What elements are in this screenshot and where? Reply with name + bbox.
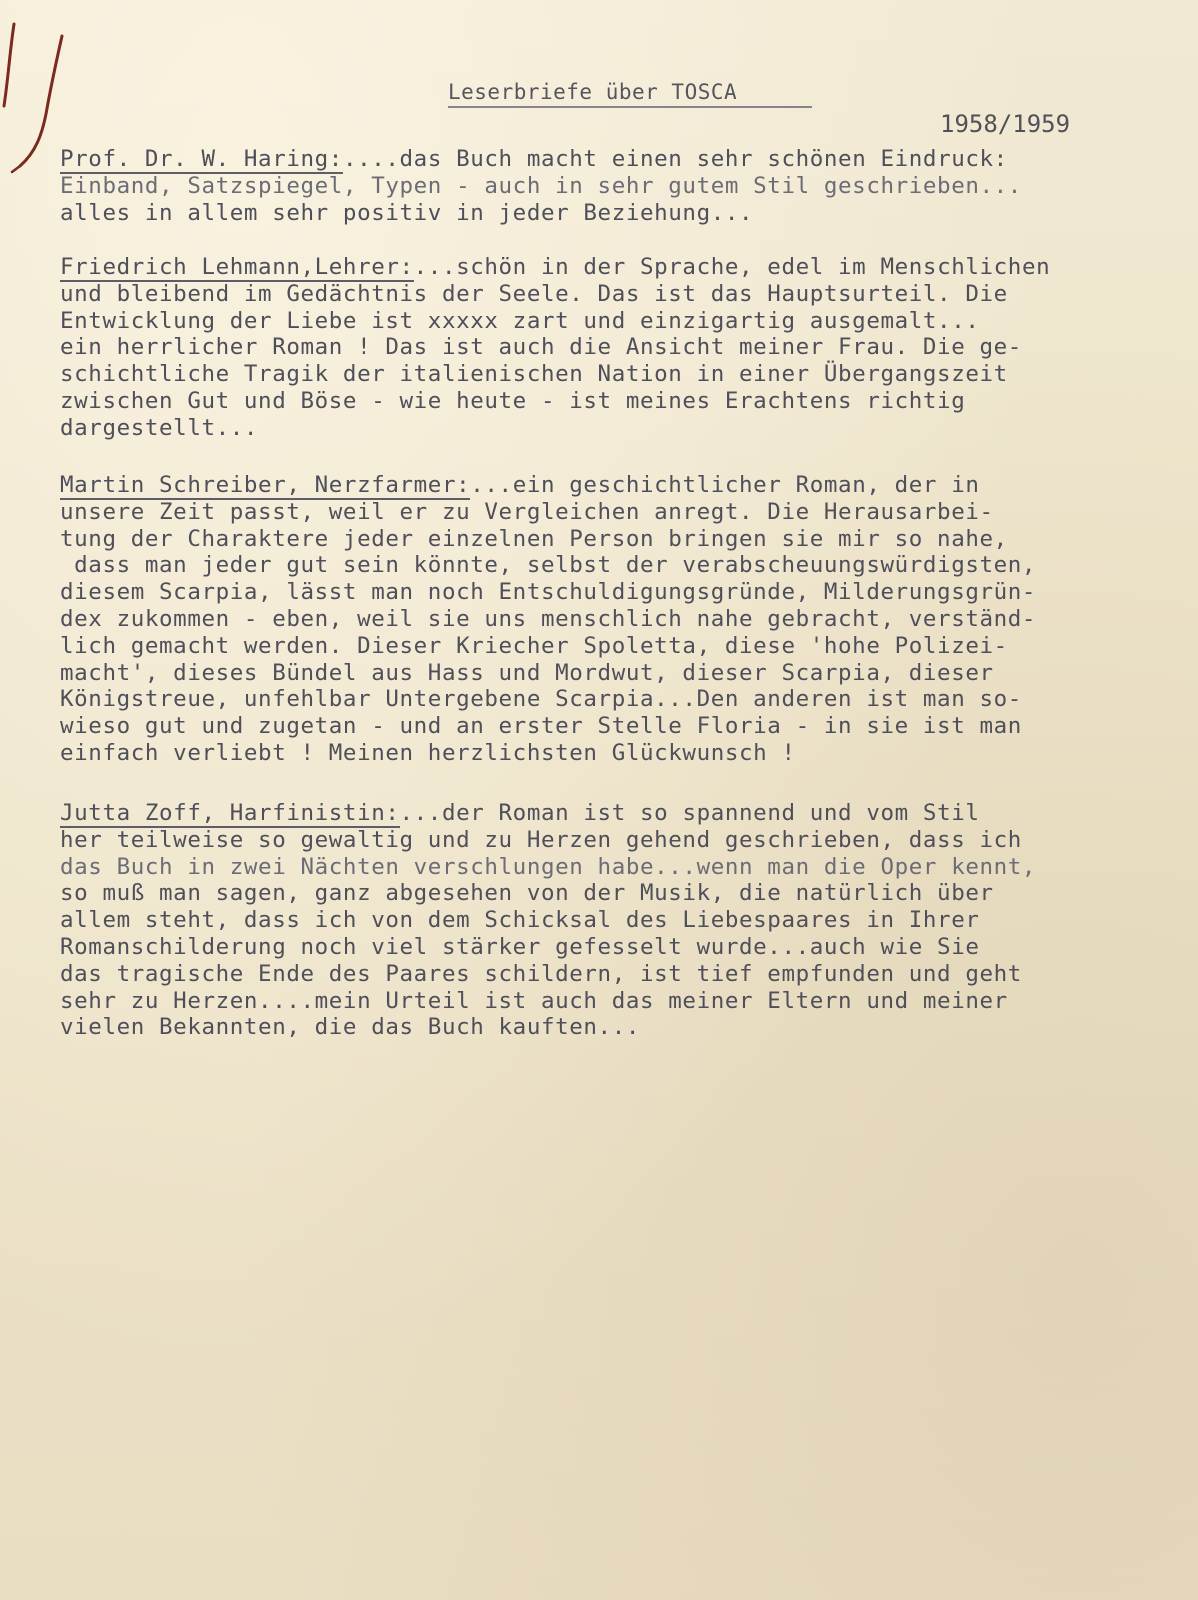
letter-line: vielen Bekannten, die das Buch kauften... — [60, 1014, 640, 1041]
letter-haring — [60, 146, 1170, 226]
letter-line: das Buch in zwei Nächten verschlungen habe...wenn man die Oper kennt, — [60, 853, 1037, 880]
letter-author: Martin Schreiber, Nerzfarmer: — [60, 472, 471, 498]
letter-line: allem steht, dass ich von dem Schicksal des Liebespaares in Ihrer — [60, 907, 980, 934]
letter-line: Entwicklung der Liebe ist xxxxx zart und einzigartig ausgemalt... — [60, 307, 980, 334]
letter-line: und bleibend im Gedächtnis der Seele. Das ist das Hauptsurteil. Die — [60, 280, 1008, 307]
letter-line: ein herrlicher Roman ! Das ist auch die Ansicht meiner Frau. Die ge- — [60, 334, 1022, 361]
letter-line: Romanschilderung noch viel stärker gefesselt wurde...auch wie Sie — [60, 933, 980, 960]
letter-line: einfach verliebt ! Meinen herzlichsten Glückwunsch ! — [60, 739, 796, 766]
letter-author: Friedrich Lehmann,Lehrer: — [60, 254, 414, 280]
letter-lehmann — [60, 254, 1170, 442]
letter-schreiber — [60, 472, 1170, 767]
letter-line: tung der Charaktere jeder einzelnen Person bringen sie mir so nahe, — [60, 525, 1008, 552]
letter-line: dargestellt... — [60, 414, 259, 441]
document-title: Leserbriefe über TOSCA — [448, 80, 738, 104]
letter-first-line — [60, 472, 1170, 499]
letter-text: ...ein geschichtlicher Roman, der in — [470, 472, 980, 498]
letter-first-line — [60, 800, 1170, 827]
letter-line: dass man jeder gut sein könnte, selbst der verabscheuungswürdigsten, — [60, 552, 1037, 579]
letter-line: wieso gut und zugetan - und an erster Stelle Floria - in sie ist man — [60, 713, 1022, 740]
letter-line: diesem Scarpia, lässt man noch Entschuldigungsgründe, Milderungsgrün- — [60, 579, 1037, 606]
letter-first-line — [60, 146, 1170, 173]
letter-line: Königstreue, unfehlbar Untergebene Scarpia...Den anderen ist man so- — [60, 686, 1022, 713]
letter-line: unsere Zeit passt, weil er zu Vergleichen anregt. Die Herausarbei- — [60, 498, 994, 525]
letter-text: ....das Buch macht einen sehr schönen Eindruck: — [342, 146, 1008, 172]
letter-line: her teilweise so gewaltig und zu Herzen gehend geschrieben, dass ich — [60, 826, 1022, 853]
letter-text: ...der Roman ist so spannend und vom Stil — [399, 800, 980, 826]
document-year: 1958/1959 — [940, 110, 1071, 138]
letter-line: sehr zu Herzen....mein Urteil ist auch das meiner Eltern und meiner — [60, 987, 1008, 1014]
letter-line: macht', dieses Bündel aus Hass und Mordwut, dieser Scarpia, dieser — [60, 659, 994, 686]
letter-line: Einband, Satzspiegel, Typen - auch in sehr gutem Stil geschrieben... — [60, 172, 1022, 199]
letter-first-line — [60, 254, 1170, 281]
letter-zoff — [60, 800, 1170, 1041]
title-underline — [448, 106, 812, 108]
letter-line: lich gemacht werden. Dieser Kriecher Spoletta, diese 'hohe Polizei- — [60, 632, 1008, 659]
letter-author: Prof. Dr. W. Haring: — [60, 146, 343, 172]
letter-line: schichtliche Tragik der italienischen Nation in einer Übergangszeit — [60, 361, 1008, 388]
letter-line: dex zukommen - eben, weil sie uns menschlich nahe gebracht, verständ- — [60, 605, 1037, 632]
letter-author: Jutta Zoff, Harfinistin: — [60, 800, 400, 826]
letter-line: alles in allem sehr positiv in jeder Beziehung... — [60, 199, 754, 226]
letter-line: so muß man sagen, ganz abgesehen von der Musik, die natürlich über — [60, 880, 994, 907]
letter-text: ...schön in der Sprache, edel im Menschlichen — [413, 254, 1051, 280]
letter-line: zwischen Gut und Böse - wie heute - ist meines Erachtens richtig — [60, 387, 966, 414]
letter-line: das tragische Ende des Paares schildern, ist tief empfunden und geht — [60, 960, 1022, 987]
